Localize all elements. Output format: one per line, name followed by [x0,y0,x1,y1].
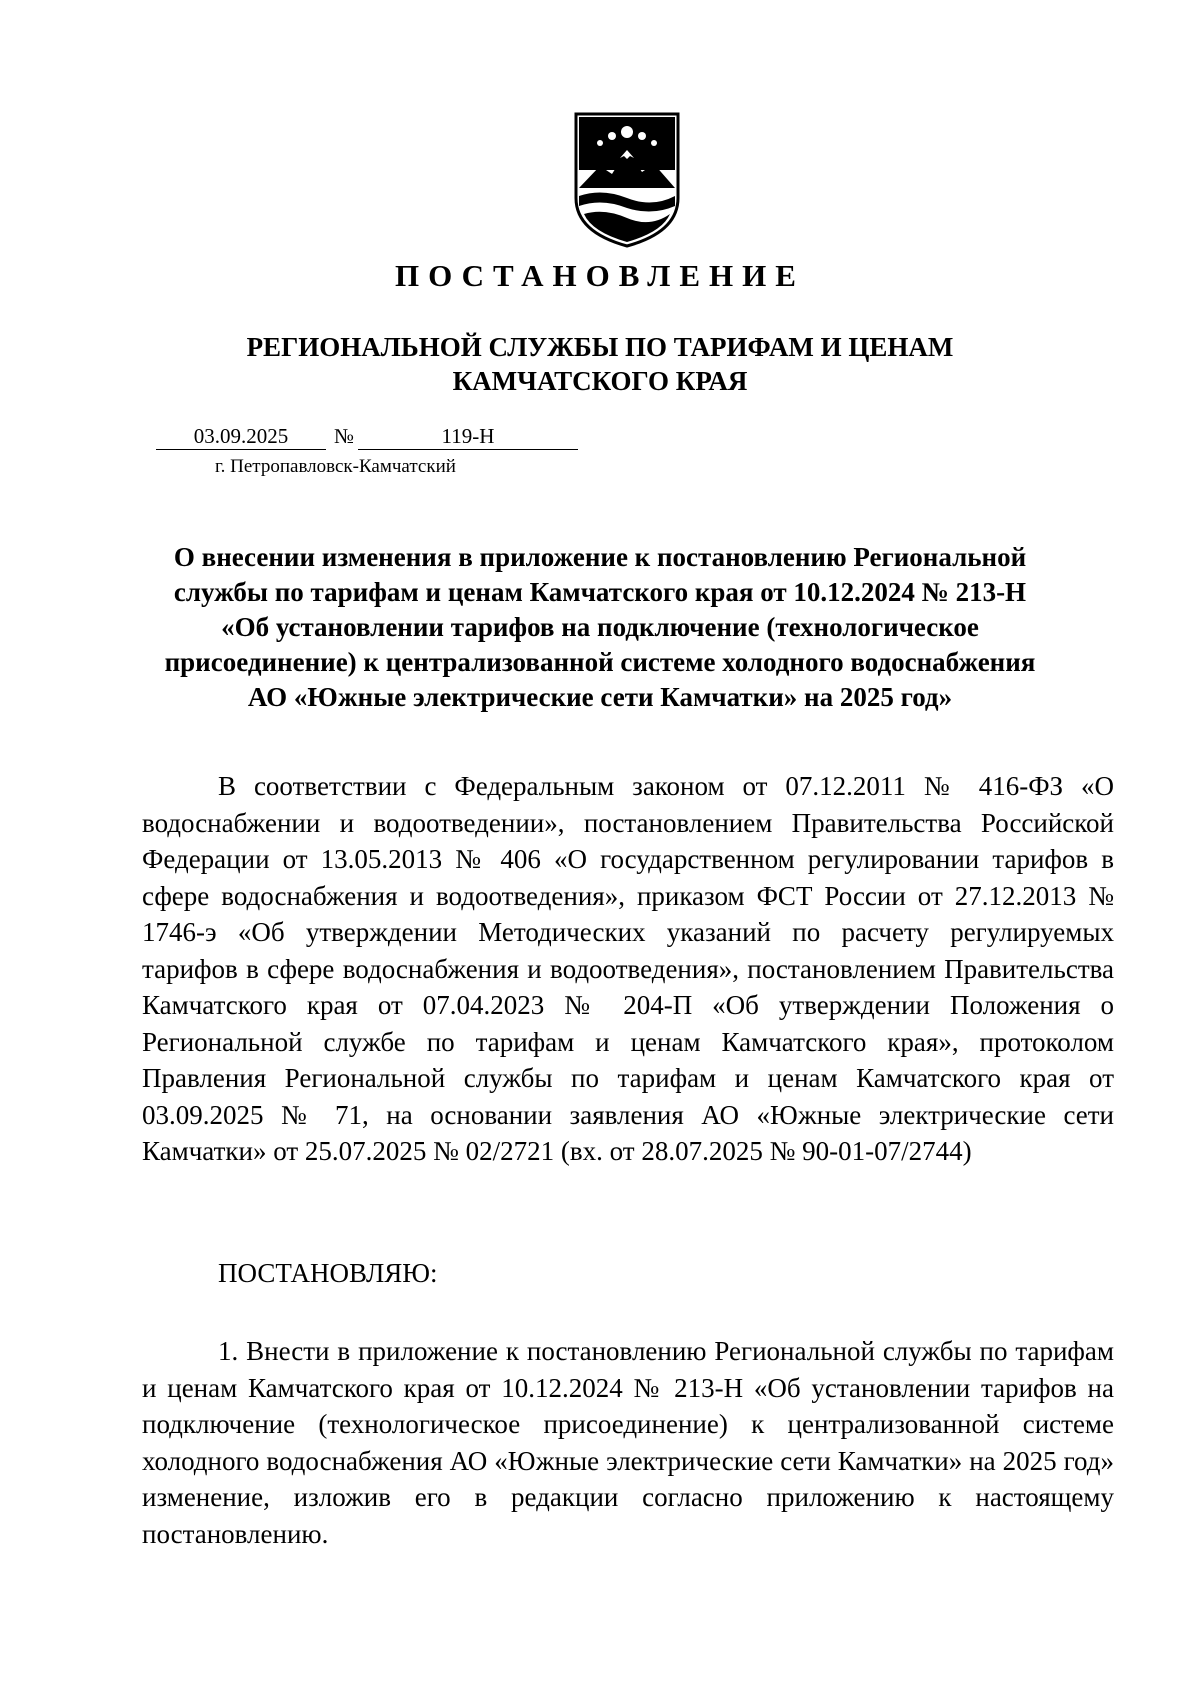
kamchatka-coat-of-arms-icon [572,110,682,248]
item-1-paragraph: 1. Внести в приложение к постановлению Региональной службы по тарифам и ценам Камчатского края от 10.12.2024 № 213-Н «Об установлении тарифов на подключение (технологическое присоединение) к централизованной системе холодного водоснабжения АО «Южные электрические сети Камчатки» на 2025 год» изменение, изложив его в редакции согласно приложению к настоящему постановлению. [142,1336,1114,1549]
preamble-paragraph: В соответствии с Федеральным законом от 07.12.2011 № 416-ФЗ «О водоснабжении и водоотведении», постановлением Правительства Российской Федерации от 13.05.2013 № 406 «О государственном регулировании тарифов в сфере водоснабжения и водоотведения», приказом ФСТ России от 27.12.2013 № 1746-э «Об утверждении Методических указаний по расчету регулируемых тарифов в сфере водоснабжения и водоотведения», постановлением Правительства Камчатского края от 07.04.2023 № 204-П «Об утверждении Положения о Региональной службе по тарифам и ценам Камчатского края», протоколом Правления Региональной службы по тарифам и ценам Камчатского края от 03.09.2025 № 71, на основании заявления АО «Южные электрические сети Камчатки» от 25.07.2025 № 02/2721 (вх. от 28.07.2025 № 90-01-07/2744) [142,771,1114,1166]
issuing-city: г. Петропавловск-Камчатский [215,456,456,477]
document-subject: О внесении изменения в приложение к постановлению Региональной службы по тарифам и ценам Камчатского края от 10.12.2024 № 213-Н «Об установлении тарифов на подключение (технологическое присоединение) к централизованной системе холодного водоснабжения АО «Южные электрические сети Камчатки» на 2025 год» [164,542,1036,712]
number-sign: № [333,424,355,448]
issuing-authority: РЕГИОНАЛЬНОЙ СЛУЖБЫ ПО ТАРИФАМ И ЦЕНАМ КАМЧАТСКОГО КРАЯ [246,332,954,396]
document-number: 119-Н [358,424,578,450]
document-type-title: ПОСТАНОВЛЕНИЕ [395,258,805,293]
decree-word: ПОСТАНОВЛЯЮ: [218,1258,438,1288]
document-date: 03.09.2025 [156,424,326,450]
